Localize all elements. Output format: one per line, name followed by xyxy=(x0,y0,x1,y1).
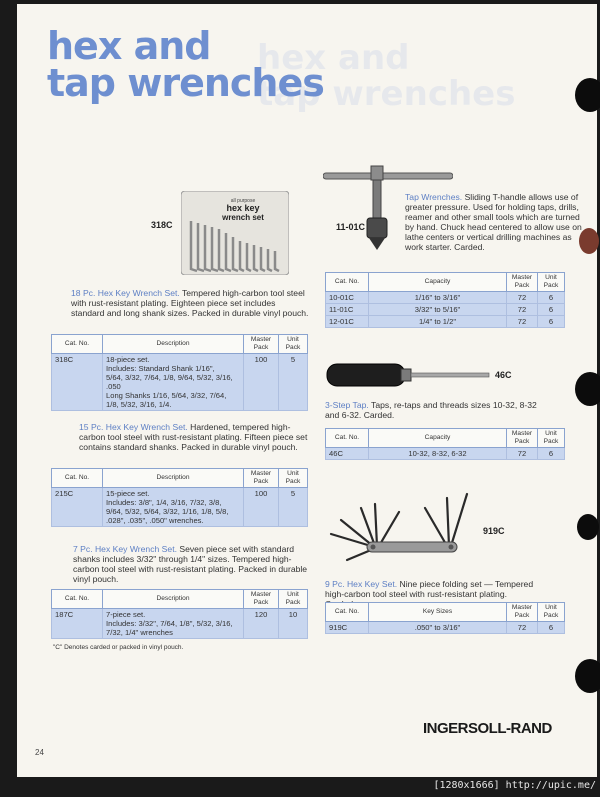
product-46c-name: 3-Step Tap. xyxy=(325,400,369,410)
desc-line: 1/8, 5/32, 3/16, 1/4. xyxy=(106,400,172,409)
cell-cat-no: 11-01C xyxy=(326,304,369,316)
header-unit-pack: Unit Pack xyxy=(538,273,565,292)
desc-line: 7/32, 1/4" wrenches xyxy=(106,628,173,637)
header-cat-no: Cat. No. xyxy=(52,590,103,609)
brand-logo: INGERSOLL-RAND xyxy=(423,720,552,737)
cell-cat-no: 215C xyxy=(52,488,103,527)
page-title xyxy=(47,24,324,105)
product-tap-desc: Sliding T-handle allows use of greater pressure. Used for holding taps, drills, reamer and other small tools which are turned by hand. Chuck head centered to allow use on lathe centers or vertical drilling machines as work starter. Carded. xyxy=(405,192,582,252)
header-master-pack: Master Pack xyxy=(507,603,538,622)
product-318c-description xyxy=(71,288,309,318)
table-row xyxy=(326,316,565,328)
cell-cat-no: 919C xyxy=(326,622,369,634)
table-tap-wrenches xyxy=(325,272,565,328)
product-318c-name: 18 Pc. Hex Key Wrench Set. xyxy=(71,288,180,298)
three-step-tap-image xyxy=(325,360,493,390)
table-919c xyxy=(325,602,565,634)
product-215c-desc: Hardened, tempered high-carbon tool steel with rust-resistant plating. Fifteen piece set contains standard shanks. Packed in durable vinyl pouch. xyxy=(79,422,308,452)
cat-label-46c: 46C xyxy=(495,370,512,380)
catalog-page xyxy=(17,4,597,777)
cell-cat-no: 187C xyxy=(52,609,103,639)
product-187c-description xyxy=(73,544,309,584)
cell-description xyxy=(103,488,244,527)
table-row xyxy=(52,609,308,639)
desc-line: 18-piece set. xyxy=(106,355,150,364)
cell-master-pack: 72 xyxy=(507,448,538,460)
desc-line: 15-piece set. xyxy=(106,489,150,498)
header-cat-no: Cat. No. xyxy=(326,429,369,448)
header-unit-pack: Unit Pack xyxy=(279,335,308,354)
header-cat-no: Cat. No. xyxy=(52,335,103,354)
cell-unit-pack: 10 xyxy=(279,609,308,639)
cat-label-11-01c: 11-01C xyxy=(336,222,366,232)
desc-line: .050 xyxy=(106,382,121,391)
header-cat-no: Cat. No. xyxy=(52,469,103,488)
card-text-line-1: all purpose xyxy=(230,198,256,204)
binder-hole xyxy=(575,372,600,406)
card-text-line-3: wrench set xyxy=(222,213,264,222)
header-master-pack: Master Pack xyxy=(507,429,538,448)
table-318c xyxy=(51,334,308,411)
table-row xyxy=(326,448,565,460)
title-line-1: hex and xyxy=(47,24,211,68)
cell-cat-no: 12-01C xyxy=(326,316,369,328)
header-capacity: Capacity xyxy=(369,273,507,292)
cell-description xyxy=(103,609,244,639)
cell-capacity: 10-32, 8-32, 6-32 xyxy=(369,448,507,460)
card-text-line-2: hex key xyxy=(226,203,260,213)
header-description: Description xyxy=(103,335,244,354)
table-187c xyxy=(51,589,308,639)
table-header-row xyxy=(326,603,565,622)
table-header-row xyxy=(326,273,565,292)
cell-master-pack: 72 xyxy=(507,304,538,316)
product-187c-desc: Seven piece set with standard shanks includes 3/32" through 1/4" sizes. Tempered high-carbon tool steel with rust-resistant plating. Packed in durable vinyl pouch. xyxy=(73,544,308,584)
cell-cat-no: 10-01C xyxy=(326,292,369,304)
cell-unit-pack: 6 xyxy=(538,448,565,460)
header-unit-pack: Unit Pack xyxy=(538,603,565,622)
table-row xyxy=(326,622,565,634)
product-tap-name: Tap Wrenches. xyxy=(405,192,463,202)
table-header-row xyxy=(52,469,308,488)
cat-label-919c: 919C xyxy=(483,526,505,536)
product-tap-description xyxy=(405,192,585,252)
header-unit-pack: Unit Pack xyxy=(279,590,308,609)
cell-unit-pack: 6 xyxy=(538,304,565,316)
folding-hex-key-set-image xyxy=(327,490,487,566)
product-187c-name: 7 Pc. Hex Key Wrench Set. xyxy=(73,544,177,554)
cell-master-pack: 72 xyxy=(507,316,538,328)
binder-hole xyxy=(575,659,600,693)
cell-capacity: 1/4" to 1/2" xyxy=(369,316,507,328)
cell-master-pack: 120 xyxy=(244,609,279,639)
table-header-row xyxy=(52,590,308,609)
cell-unit-pack: 5 xyxy=(279,488,308,527)
bleed-through-text: hex and tap wrenches xyxy=(257,38,516,114)
product-215c-name: 15 Pc. Hex Key Wrench Set. xyxy=(79,422,188,432)
table-row xyxy=(52,354,308,411)
binder-hole xyxy=(577,514,599,540)
product-318c-desc: Tempered high-carbon tool steel with rust-resistant plating. Eighteen piece set includes standard and long shank sizes. Packed in durable vinyl pouch. xyxy=(71,288,309,318)
header-description: Description xyxy=(103,590,244,609)
header-master-pack: Master Pack xyxy=(507,273,538,292)
table-row xyxy=(326,292,565,304)
cell-master-pack: 100 xyxy=(244,488,279,527)
header-capacity: Capacity xyxy=(369,429,507,448)
cell-capacity: 1/16" to 3/16" xyxy=(369,292,507,304)
desc-line: 5/64, 3/32, 7/64, 1/8, 9/64, 5/32, 3/16, xyxy=(106,373,233,382)
table-46c xyxy=(325,428,565,460)
desc-line: Includes: 3/8", 1/4, 3/16, 7/32, 3/8, xyxy=(106,498,222,507)
binder-hole xyxy=(579,228,599,254)
header-unit-pack: Unit Pack xyxy=(538,429,565,448)
table-row xyxy=(326,304,565,316)
cell-unit-pack: 5 xyxy=(279,354,308,411)
footnote: "C" Denotes carded or packed in vinyl pouch. xyxy=(53,644,184,651)
cell-key-sizes: .050" to 3/16" xyxy=(369,622,507,634)
cat-label-318c: 318C xyxy=(151,220,173,230)
cell-unit-pack: 6 xyxy=(538,292,565,304)
cell-master-pack: 72 xyxy=(507,292,538,304)
cell-capacity: 3/32" to 5/16" xyxy=(369,304,507,316)
product-919c-desc: Nine piece folding set — Tempered high-carbon tool steel with rust-resistant plating. xyxy=(325,579,534,599)
binder-hole xyxy=(575,78,600,112)
header-master-pack: Master Pack xyxy=(244,469,279,488)
product-46c-desc: Taps, re-taps and threads sizes 10-32, 8-32 and 6-32. Carded. xyxy=(325,400,537,420)
header-description: Description xyxy=(103,469,244,488)
table-215c xyxy=(51,468,308,527)
table-header-row xyxy=(326,429,565,448)
page-number: 24 xyxy=(35,748,44,757)
title-line-2: tap wrenches xyxy=(47,61,324,105)
cell-master-pack: 100 xyxy=(244,354,279,411)
cell-unit-pack: 6 xyxy=(538,316,565,328)
cell-description xyxy=(103,354,244,411)
table-header-row xyxy=(52,335,308,354)
desc-line: 9/64, 5/32, 5/64, 3/32, 1/16, 1/8, 5/8, xyxy=(106,507,229,516)
cell-unit-pack: 6 xyxy=(538,622,565,634)
product-46c-description xyxy=(325,400,539,420)
product-919c-name: 9 Pc. Hex Key Set. xyxy=(325,579,398,589)
header-cat-no: Cat. No. xyxy=(326,273,369,292)
desc-line: Includes: Standard Shank 1/16", xyxy=(106,364,215,373)
hex-key-set-card-image xyxy=(181,191,289,275)
cell-cat-no: 46C xyxy=(326,448,369,460)
desc-line: 7-piece set. xyxy=(106,610,146,619)
watermark: [1280x1666] http://upic.me/ xyxy=(433,780,596,791)
cell-cat-no: 318C xyxy=(52,354,103,411)
header-key-sizes: Key Sizes xyxy=(369,603,507,622)
header-master-pack: Master Pack xyxy=(244,335,279,354)
header-cat-no: Cat. No. xyxy=(326,603,369,622)
product-215c-description xyxy=(79,422,309,452)
table-row xyxy=(52,488,308,527)
header-unit-pack: Unit Pack xyxy=(279,469,308,488)
desc-line: Long Shanks 1/16, 5/64, 3/32, 7/64, xyxy=(106,391,227,400)
desc-line: .028", .035", .050" wrenches. xyxy=(106,516,204,525)
desc-line: Includes: 3/32", 7/64, 1/8", 5/32, 3/16, xyxy=(106,619,233,628)
cell-master-pack: 72 xyxy=(507,622,538,634)
header-master-pack: Master Pack xyxy=(244,590,279,609)
